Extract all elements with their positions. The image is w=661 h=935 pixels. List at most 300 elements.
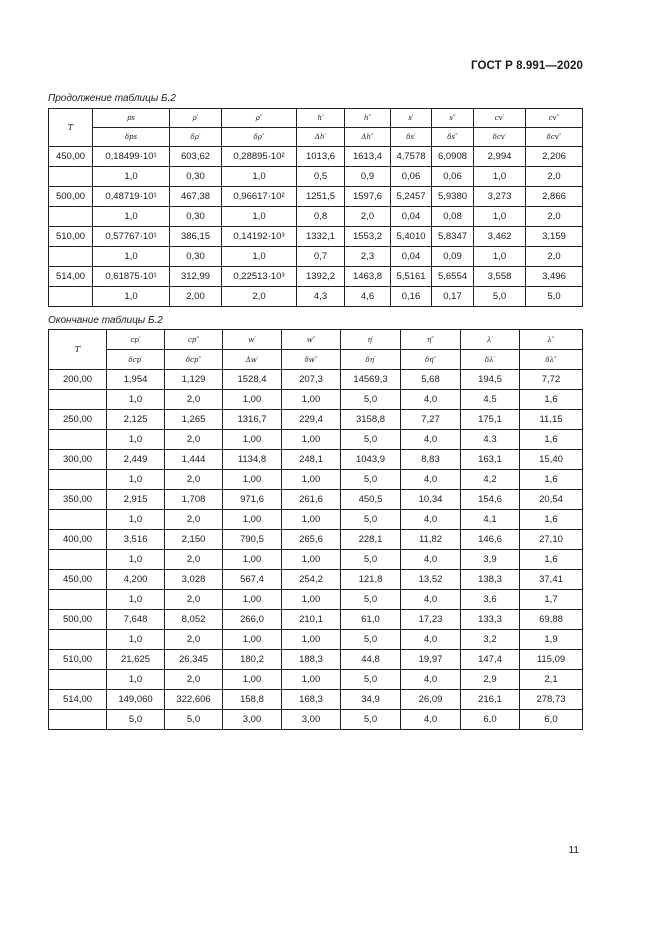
value-cell: 5,2457: [391, 187, 432, 207]
table-row: [49, 610, 583, 630]
column-header: cp″: [165, 330, 223, 350]
uncertainty-cell: 2,0: [222, 287, 297, 307]
value-cell: 11,15: [520, 410, 583, 430]
value-cell: 4,200: [107, 570, 165, 590]
uncertainty-cell: 0,04: [391, 207, 432, 227]
table-row: [49, 147, 583, 167]
temperature-cell: 400,00: [49, 530, 107, 550]
uncertainty-cell: 0,06: [391, 167, 432, 187]
uncertainty-header: δcp″: [165, 350, 223, 370]
uncertainty-cell: 0,04: [391, 247, 432, 267]
value-cell: 7,72: [520, 370, 583, 390]
value-cell: 3,558: [474, 267, 526, 287]
value-cell: 2,866: [526, 187, 583, 207]
value-cell: 0,18499·10¹: [93, 147, 170, 167]
value-cell: 1013,6: [297, 147, 345, 167]
uncertainty-cell: 5,0: [341, 550, 401, 570]
value-cell: 5,4010: [391, 227, 432, 247]
value-cell: 0,96617·10²: [222, 187, 297, 207]
value-cell: 34,9: [341, 690, 401, 710]
uncertainty-header: δs″: [432, 128, 474, 147]
table-row: [49, 207, 583, 227]
uncertainty-cell: 5,0: [341, 430, 401, 450]
uncertainty-cell: 1,00: [282, 590, 341, 610]
value-cell: 37,41: [520, 570, 583, 590]
value-cell: 8,83: [401, 450, 461, 470]
uncertainty-cell: 1,6: [520, 470, 583, 490]
value-cell: 7,648: [107, 610, 165, 630]
temperature-cell-empty: [49, 630, 107, 650]
value-cell: 2,449: [107, 450, 165, 470]
value-cell: 6,0908: [432, 147, 474, 167]
value-cell: 3,028: [165, 570, 223, 590]
uncertainty-cell: 1,9: [520, 630, 583, 650]
uncertainty-cell: 4,6: [345, 287, 391, 307]
value-cell: 115,09: [520, 650, 583, 670]
value-cell: 3,159: [526, 227, 583, 247]
value-cell: 1613,4: [345, 147, 391, 167]
value-cell: 790,5: [223, 530, 282, 550]
column-header: s″: [432, 109, 474, 128]
table-row: [49, 370, 583, 390]
uncertainty-cell: 5,0: [341, 670, 401, 690]
uncertainty-cell: 2,0: [165, 550, 223, 570]
uncertainty-cell: 1,0: [107, 390, 165, 410]
value-cell: 1251,5: [297, 187, 345, 207]
value-cell: 467,38: [170, 187, 222, 207]
uncertainty-cell: 5,0: [341, 470, 401, 490]
uncertainty-cell: 1,0: [474, 247, 526, 267]
uncertainty-cell: 2,0: [165, 590, 223, 610]
value-cell: 3,462: [474, 227, 526, 247]
value-cell: 1316,7: [223, 410, 282, 430]
value-cell: 5,9380: [432, 187, 474, 207]
column-header: s′: [391, 109, 432, 128]
uncertainty-cell: 1,00: [223, 590, 282, 610]
column-header: η″: [401, 330, 461, 350]
value-cell: 0,48719·10¹: [93, 187, 170, 207]
value-cell: 2,915: [107, 490, 165, 510]
value-cell: 194,5: [461, 370, 520, 390]
table-row: [49, 187, 583, 207]
value-cell: 20,54: [520, 490, 583, 510]
uncertainty-cell: 4,3: [297, 287, 345, 307]
temperature-cell: 450,00: [49, 147, 93, 167]
table-row: [49, 690, 583, 710]
uncertainty-cell: 4,0: [401, 510, 461, 530]
value-cell: 603,62: [170, 147, 222, 167]
uncertainty-cell: 2,0: [526, 167, 583, 187]
uncertainty-cell: 1,0: [107, 550, 165, 570]
uncertainty-cell: 4,0: [401, 590, 461, 610]
uncertainty-cell: 2,0: [526, 247, 583, 267]
uncertainty-cell: 1,0: [93, 247, 170, 267]
uncertainty-header: δρ′: [170, 128, 222, 147]
table-row: [49, 450, 583, 470]
value-cell: 149,060: [107, 690, 165, 710]
uncertainty-cell: 1,6: [520, 430, 583, 450]
value-cell: 1,444: [165, 450, 223, 470]
uncertainty-cell: 3,6: [461, 590, 520, 610]
uncertainty-cell: 5,0: [341, 590, 401, 610]
temperature-cell: 514,00: [49, 267, 93, 287]
value-cell: 10,34: [401, 490, 461, 510]
table-row: [49, 530, 583, 550]
uncertainty-cell: 1,00: [223, 470, 282, 490]
value-cell: 3158,8: [341, 410, 401, 430]
value-cell: 229,4: [282, 410, 341, 430]
table-ending: [48, 329, 583, 730]
value-cell: 44,8: [341, 650, 401, 670]
uncertainty-cell: 5,0: [341, 630, 401, 650]
uncertainty-cell: 2,0: [165, 430, 223, 450]
value-cell: 567,4: [223, 570, 282, 590]
value-cell: 266,0: [223, 610, 282, 630]
temperature-cell: 500,00: [49, 187, 93, 207]
uncertainty-cell: 4,0: [401, 670, 461, 690]
uncertainty-cell: 1,00: [223, 550, 282, 570]
uncertainty-header: δcv″: [526, 128, 583, 147]
temperature-cell: 500,00: [49, 610, 107, 630]
uncertainty-cell: 2,9: [461, 670, 520, 690]
uncertainty-header: δw″: [282, 350, 341, 370]
value-cell: 210,1: [282, 610, 341, 630]
temperature-cell: 200,00: [49, 370, 107, 390]
value-cell: 1,129: [165, 370, 223, 390]
table-row: [49, 227, 583, 247]
value-cell: 207,3: [282, 370, 341, 390]
value-cell: 0,14192·10³: [222, 227, 297, 247]
value-cell: 1597,6: [345, 187, 391, 207]
column-header: cp′: [107, 330, 165, 350]
header-row: [49, 330, 583, 350]
uncertainty-cell: 2,0: [165, 390, 223, 410]
uncertainty-header: δρ″: [222, 128, 297, 147]
value-cell: 1332,1: [297, 227, 345, 247]
uncertainty-cell: 4,3: [461, 430, 520, 450]
value-cell: 0,57767·10¹: [93, 227, 170, 247]
table-row: [49, 470, 583, 490]
value-cell: 26,09: [401, 690, 461, 710]
uncertainty-cell: 2,0: [165, 670, 223, 690]
document-header: ГОСТ Р 8.991—2020: [471, 60, 583, 72]
uncertainty-cell: 2,3: [345, 247, 391, 267]
uncertainty-header: Δw′: [223, 350, 282, 370]
temperature-cell: 450,00: [49, 570, 107, 590]
uncertainty-cell: 0,08: [432, 207, 474, 227]
temperature-cell: 300,00: [49, 450, 107, 470]
uncertainty-cell: 2,0: [526, 207, 583, 227]
value-cell: 1,708: [165, 490, 223, 510]
uncertainty-cell: 1,0: [107, 430, 165, 450]
table-row: [49, 390, 583, 410]
value-cell: 4,7578: [391, 147, 432, 167]
value-cell: 5,68: [401, 370, 461, 390]
uncertainty-cell: 1,00: [223, 390, 282, 410]
temperature-cell: 350,00: [49, 490, 107, 510]
uncertainty-cell: 5,0: [341, 510, 401, 530]
uncertainty-cell: 5,0: [341, 390, 401, 410]
header-row: [49, 350, 583, 370]
value-cell: 1,954: [107, 370, 165, 390]
temperature-cell-empty: [49, 470, 107, 490]
value-cell: 11,82: [401, 530, 461, 550]
uncertainty-cell: 1,00: [223, 510, 282, 530]
temperature-cell-empty: [49, 550, 107, 570]
column-header: η′: [341, 330, 401, 350]
uncertainty-header: δcp′: [107, 350, 165, 370]
uncertainty-cell: 1,00: [282, 550, 341, 570]
uncertainty-cell: 1,0: [107, 510, 165, 530]
table-row: [49, 247, 583, 267]
value-cell: 0,28895·10²: [222, 147, 297, 167]
value-cell: 1392,2: [297, 267, 345, 287]
temperature-cell-empty: [49, 590, 107, 610]
uncertainty-cell: 5,0: [474, 287, 526, 307]
table-row: [49, 670, 583, 690]
temperature-cell-empty: [49, 510, 107, 530]
uncertainty-cell: 4,0: [401, 630, 461, 650]
value-cell: 147,4: [461, 650, 520, 670]
uncertainty-cell: 1,0: [93, 207, 170, 227]
temperature-cell-empty: [49, 390, 107, 410]
uncertainty-cell: 2,0: [165, 510, 223, 530]
uncertainty-cell: 4,0: [401, 390, 461, 410]
column-header: ρ″: [222, 109, 297, 128]
uncertainty-cell: 4,0: [401, 430, 461, 450]
uncertainty-cell: 1,6: [520, 510, 583, 530]
value-cell: 121,8: [341, 570, 401, 590]
uncertainty-cell: 5,0: [341, 710, 401, 730]
temperature-cell: 250,00: [49, 410, 107, 430]
column-header: h″: [345, 109, 391, 128]
uncertainty-cell: 0,30: [170, 207, 222, 227]
uncertainty-cell: 1,0: [222, 167, 297, 187]
value-cell: 265,6: [282, 530, 341, 550]
table-row: [49, 430, 583, 450]
uncertainty-cell: 1,00: [282, 430, 341, 450]
value-cell: 228,1: [341, 530, 401, 550]
uncertainty-cell: 5,0: [165, 710, 223, 730]
uncertainty-cell: 1,00: [282, 670, 341, 690]
value-cell: 188,3: [282, 650, 341, 670]
uncertainty-cell: 0,06: [432, 167, 474, 187]
value-cell: 5,8347: [432, 227, 474, 247]
uncertainty-cell: 2,0: [165, 470, 223, 490]
table-row: [49, 570, 583, 590]
uncertainty-cell: 1,0: [474, 207, 526, 227]
table-row: [49, 650, 583, 670]
value-cell: 216,1: [461, 690, 520, 710]
uncertainty-cell: 1,00: [282, 470, 341, 490]
value-cell: 971,6: [223, 490, 282, 510]
value-cell: 1,265: [165, 410, 223, 430]
temperature-cell-empty: [49, 670, 107, 690]
value-cell: 1528,4: [223, 370, 282, 390]
table1-caption: Продолжение таблицы Б.2: [48, 93, 176, 104]
uncertainty-cell: 5,0: [107, 710, 165, 730]
uncertainty-cell: 1,00: [223, 430, 282, 450]
uncertainty-cell: 0,16: [391, 287, 432, 307]
value-cell: 261,6: [282, 490, 341, 510]
uncertainty-cell: 0,30: [170, 247, 222, 267]
uncertainty-cell: 0,9: [345, 167, 391, 187]
uncertainty-cell: 3,2: [461, 630, 520, 650]
value-cell: 13,52: [401, 570, 461, 590]
uncertainty-cell: 1,00: [282, 510, 341, 530]
uncertainty-header: δη′: [341, 350, 401, 370]
uncertainty-cell: 4,1: [461, 510, 520, 530]
column-header: cv′: [474, 109, 526, 128]
value-cell: 2,150: [165, 530, 223, 550]
value-cell: 154,6: [461, 490, 520, 510]
uncertainty-cell: 1,6: [520, 390, 583, 410]
value-cell: 3,273: [474, 187, 526, 207]
uncertainty-cell: 3,00: [223, 710, 282, 730]
uncertainty-cell: 6,0: [461, 710, 520, 730]
table-row: [49, 590, 583, 610]
uncertainty-cell: 1,0: [474, 167, 526, 187]
uncertainty-header: δλ″: [520, 350, 583, 370]
value-cell: 450,5: [341, 490, 401, 510]
table-row: [49, 410, 583, 430]
uncertainty-cell: 1,6: [520, 550, 583, 570]
temperature-cell: 510,00: [49, 227, 93, 247]
value-cell: 322,606: [165, 690, 223, 710]
value-cell: 133,3: [461, 610, 520, 630]
value-cell: 69,88: [520, 610, 583, 630]
value-cell: 3,516: [107, 530, 165, 550]
table-row: [49, 287, 583, 307]
uncertainty-cell: 1,00: [282, 630, 341, 650]
uncertainty-header: Δh′: [297, 128, 345, 147]
value-cell: 1043,9: [341, 450, 401, 470]
value-cell: 180,2: [223, 650, 282, 670]
uncertainty-cell: 2,0: [345, 207, 391, 227]
uncertainty-cell: 4,0: [401, 470, 461, 490]
table-row: [49, 490, 583, 510]
value-cell: 27,10: [520, 530, 583, 550]
uncertainty-cell: 1,0: [107, 630, 165, 650]
column-header: ps: [93, 109, 170, 128]
value-cell: 2,206: [526, 147, 583, 167]
uncertainty-cell: 2,0: [165, 630, 223, 650]
uncertainty-cell: 1,0: [107, 670, 165, 690]
uncertainty-cell: 0,17: [432, 287, 474, 307]
value-cell: 26,345: [165, 650, 223, 670]
uncertainty-cell: 4,0: [401, 710, 461, 730]
temperature-cell-empty: [49, 430, 107, 450]
temperature-header: T: [49, 330, 107, 370]
uncertainty-cell: 1,0: [107, 590, 165, 610]
value-cell: 138,3: [461, 570, 520, 590]
value-cell: 248,1: [282, 450, 341, 470]
value-cell: 1553,2: [345, 227, 391, 247]
value-cell: 2,994: [474, 147, 526, 167]
uncertainty-cell: 1,0: [93, 167, 170, 187]
uncertainty-cell: 0,5: [297, 167, 345, 187]
column-header: λ″: [520, 330, 583, 350]
temperature-cell-empty: [49, 167, 93, 187]
uncertainty-header: Δh″: [345, 128, 391, 147]
value-cell: 168,3: [282, 690, 341, 710]
header-row: [49, 109, 583, 128]
value-cell: 386,15: [170, 227, 222, 247]
uncertainty-cell: 3,9: [461, 550, 520, 570]
uncertainty-header: δcv′: [474, 128, 526, 147]
value-cell: 3,496: [526, 267, 583, 287]
value-cell: 5,5161: [391, 267, 432, 287]
column-header: w″: [282, 330, 341, 350]
table-row: [49, 710, 583, 730]
uncertainty-cell: 1,0: [222, 207, 297, 227]
temperature-header: T: [49, 109, 93, 147]
table2-caption: Окончание таблицы Б.2: [48, 315, 163, 326]
temperature-cell: 514,00: [49, 690, 107, 710]
column-header: λ′: [461, 330, 520, 350]
uncertainty-cell: 0,30: [170, 167, 222, 187]
uncertainty-cell: 2,1: [520, 670, 583, 690]
value-cell: 1134,8: [223, 450, 282, 470]
value-cell: 19,97: [401, 650, 461, 670]
value-cell: 1463,8: [345, 267, 391, 287]
value-cell: 254,2: [282, 570, 341, 590]
uncertainty-cell: 0,8: [297, 207, 345, 227]
uncertainty-header: δps: [93, 128, 170, 147]
uncertainty-cell: 3,00: [282, 710, 341, 730]
uncertainty-cell: 2,00: [170, 287, 222, 307]
value-cell: 158,8: [223, 690, 282, 710]
value-cell: 8,052: [165, 610, 223, 630]
uncertainty-cell: 1,00: [223, 670, 282, 690]
uncertainty-header: δη″: [401, 350, 461, 370]
value-cell: 146,6: [461, 530, 520, 550]
temperature-cell-empty: [49, 287, 93, 307]
value-cell: 17,23: [401, 610, 461, 630]
uncertainty-cell: 1,00: [282, 390, 341, 410]
column-header: cv″: [526, 109, 583, 128]
uncertainty-cell: 1,0: [93, 287, 170, 307]
uncertainty-cell: 1,00: [223, 630, 282, 650]
column-header: ρ′: [170, 109, 222, 128]
value-cell: 0,22513·10³: [222, 267, 297, 287]
value-cell: 7,27: [401, 410, 461, 430]
temperature-cell-empty: [49, 710, 107, 730]
value-cell: 0,61875·10¹: [93, 267, 170, 287]
uncertainty-cell: 4,0: [401, 550, 461, 570]
value-cell: 61,0: [341, 610, 401, 630]
uncertainty-header: δs′: [391, 128, 432, 147]
uncertainty-cell: 1,0: [222, 247, 297, 267]
value-cell: 2,125: [107, 410, 165, 430]
uncertainty-cell: 6,0: [520, 710, 583, 730]
uncertainty-cell: 5,0: [526, 287, 583, 307]
uncertainty-header: δλ′: [461, 350, 520, 370]
temperature-cell-empty: [49, 247, 93, 267]
table-row: [49, 630, 583, 650]
column-header: w′: [223, 330, 282, 350]
temperature-cell: 510,00: [49, 650, 107, 670]
value-cell: 14569,3: [341, 370, 401, 390]
uncertainty-cell: 0,09: [432, 247, 474, 267]
table-row: [49, 267, 583, 287]
uncertainty-cell: 1,0: [107, 470, 165, 490]
value-cell: 15,40: [520, 450, 583, 470]
table-row: [49, 550, 583, 570]
value-cell: 163,1: [461, 450, 520, 470]
uncertainty-cell: 0,7: [297, 247, 345, 267]
table-row: [49, 510, 583, 530]
